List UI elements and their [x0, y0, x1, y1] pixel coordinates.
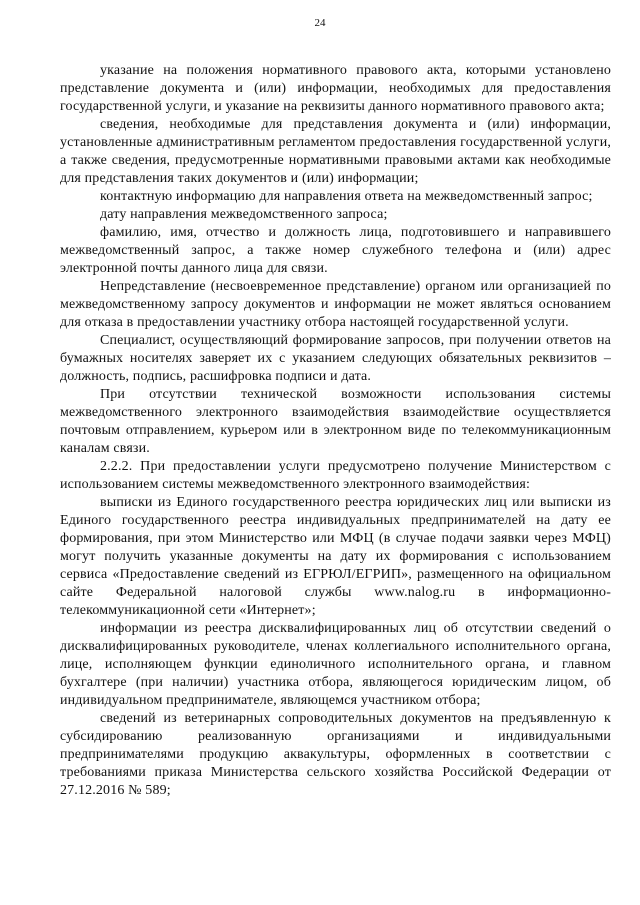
paragraph-legal-act-reference: указание на положения нормативного правового акта, которыми установлено представление документа и (или) информации, необходимых для предоставления государственной услуги, и указание на реквизиты данного нормативного правового акта; [60, 63, 611, 114]
paragraph-technical-absence: При отсутствии технической возможности использования системы межведомственного электронного взаимодействия взаимодействие осуществляется почтовым отправлением, курьером или в электронном виде по телекоммуникационным каналам связи. [60, 387, 611, 456]
paragraph-contact-info: контактную информацию для направления ответа на межведомственный запрос; [100, 189, 593, 204]
paragraph-disqualified-registry: информации из реестра дисквалифицированных лиц об отсутствии сведений о дисквалифицированных руководителе, членах коллегиального исполнительного органа, лице, исполняющем функции единоличного исполнительного органа, и главном бухгалтере (при наличии) участника отбора, являющегося юридическим лицом, об индивидуальном предпринимателе, являющемся участником отбора; [60, 621, 611, 708]
paragraph-veterinary-documents: сведений из ветеринарных сопроводительных документов на предъявленную к субсидированию реализованную организациями и индивидуальными предпринимателями продукцию аквакультуры, оформленных в соответствии с требованиями приказа Министерства сельского хозяйства Российской Федерации от 27.12.2016 № 589; [60, 711, 611, 798]
paragraph-specialist-certification: Специалист, осуществляющий формирование запросов, при получении ответов на бумажных носителях заверяет их с указанием следующих обязательных реквизитов – должность, подпись, расшифровка подписи и дата. [60, 333, 611, 384]
paragraph-request-date: дату направления межведомственного запроса; [100, 207, 388, 222]
paragraph-responsible-person: фамилию, имя, отчество и должность лица, подготовившего и направившего межведомственный запрос, а также номер служебного телефона и (или) адрес электронной почты данного лица для связи. [60, 225, 611, 276]
paragraph-non-submission: Непредставление (несвоевременное представление) органом или организацией по межведомственному запросу документов и информации не может являться основанием для отказа в предоставлении участнику отбора настоящей государственной услуги. [60, 279, 611, 330]
paragraph-section-2-2-2: 2.2.2. При предоставлении услуги предусмотрено получение Министерством с использованием системы межведомственного электронного взаимодействия: [60, 459, 611, 492]
document-body [60, 62, 611, 800]
paragraph-egrul-extract: выписки из Единого государственного реестра юридических лиц или выписки из Единого государственного реестра индивидуальных предпринимателей на дату ее формирования, при этом Министерство или МФЦ (в случае подачи заявки через МФЦ) могут получить указанные документы на дату их формирования с использованием сервиса «Предоставление сведений из ЕГРЮЛ/ЕГРИП», размещенного на официальном сайте Федеральной налоговой службы www.nalog.ru в информационно-телекоммуникационной сети «Интернет»; [60, 495, 611, 618]
paragraph-required-information: сведения, необходимые для представления документа и (или) информации, установленные административным регламентом предоставления государственной услуги, а также сведения, предусмотренные нормативными правовыми актами как необходимые для представления таких документов и (или) информации; [60, 117, 611, 186]
page-number: 24 [314, 17, 326, 29]
